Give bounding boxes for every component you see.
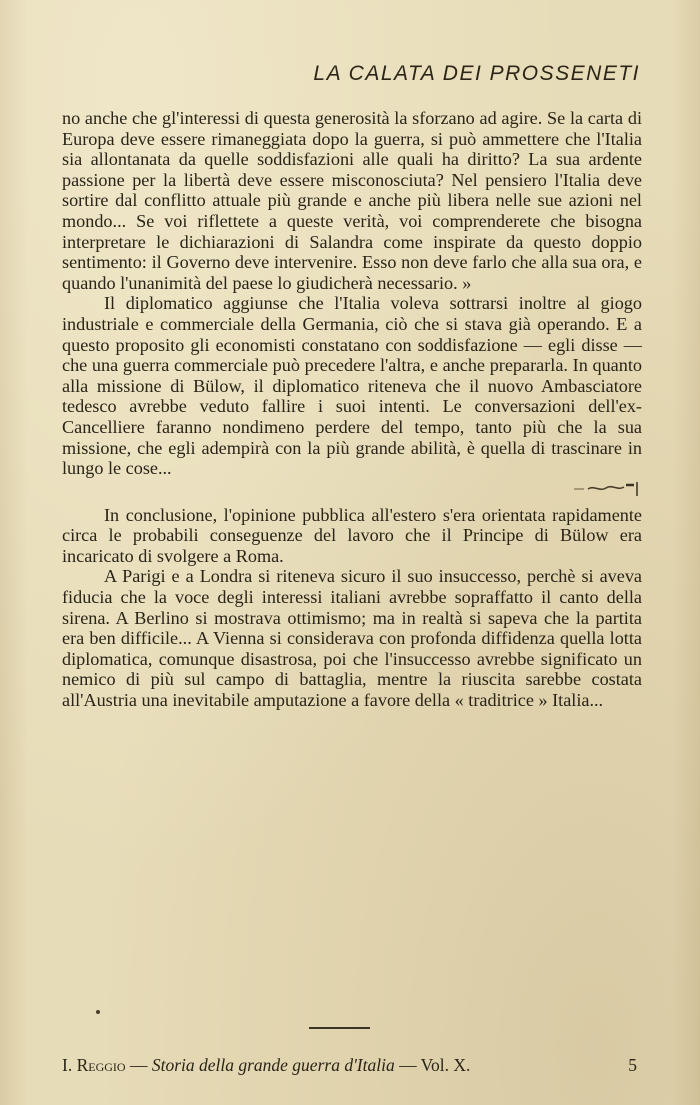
footer-citation bbox=[62, 1055, 470, 1076]
paragraph-capitals: A Parigi e a Londra si riteneva sicuro il suo insuccesso, perchè si aveva fiducia che la voce degli interessi italiani avrebbe sopraffatto il canto della sirena. A Berlino si mostrava ottimismo; ma in realtà si sapeva che la partita era ben difficile... A Vienna si considerava con profonda diffidenza quella lotta diplomatica, comunque disastrosa, poi che l'insuccesso avrebbe significato un nemico di più sul campo di battaglia, mentre la riuscita sarebbe costata all'Austria una inevitabile amputazione a favore della « traditrice » Italia... bbox=[62, 566, 642, 711]
page-footer bbox=[62, 1055, 637, 1076]
ink-speck bbox=[96, 1010, 100, 1014]
end-rule bbox=[309, 1027, 370, 1029]
paragraph-diplomat: Il diplomatico aggiunse che l'Italia voleva sottrarsi inoltre al giogo industriale e commerciale della Germania, ciò che si stava già operando. E a questo proposito gli economisti constatano con soddisfazione — egli disse — che una guerra commerciale può precedere l'altra, e anche prepararla. In quanto alla missione di Bülow, il diplomatico riteneva che il nuovo Ambasciatore tedesco avrebbe veduto fallire i suoi intenti. Le conversazioni dell'ex-Cancelliere faranno nondimeno perdere del tempo, tanto più che la sua missione, che egli adempirà con la più grande abilità, è quella di trascinare in lungo le cose... bbox=[62, 293, 642, 479]
footer-author: I. Reggio — bbox=[62, 1055, 148, 1075]
paragraph-conclusion: In conclusione, l'opinione pubblica all'estero s'era orientata rapidamente circa le probabili conseguenze del lavoro che il Principe di Bülow era incaricato di svolgere a Roma. bbox=[62, 504, 642, 566]
paragraph-continuation: no anche che gl'interessi di questa generosità la sforzano ad agire. Se la carta di Europa deve essere rimaneggiata dopo la guerra, si può ammettere che l'Italia sia allontanata da quelle soddisfazioni alle quali ha diritto? La sua ardente passione per la libertà deve essere misconosciuta? Nel pensiero l'Italia deve sortire dal conflitto attuale più grande e anche più libera nelle sue azioni nel mondo... Se voi riflettete a queste verità, voi comprenderete che bisogna interpretare le dichiarazioni di Salandra come inspirate da questo doppio sentimento: il Governo deve intervenire. Esso non deve farlo che alla sua ora, e quando l'unanimità del paese lo giudicherà necessario. » bbox=[62, 108, 642, 293]
printer-ornament-icon bbox=[570, 479, 640, 497]
footer-work-title: Storia della grande guerra d'Italia bbox=[151, 1055, 395, 1075]
running-head: LA CALATA DEI PROSSENETI bbox=[313, 62, 640, 85]
page-number: 5 bbox=[628, 1055, 637, 1075]
footer-volume: — Vol. X. bbox=[399, 1055, 471, 1075]
section-break bbox=[62, 479, 642, 505]
body-text bbox=[62, 108, 642, 711]
